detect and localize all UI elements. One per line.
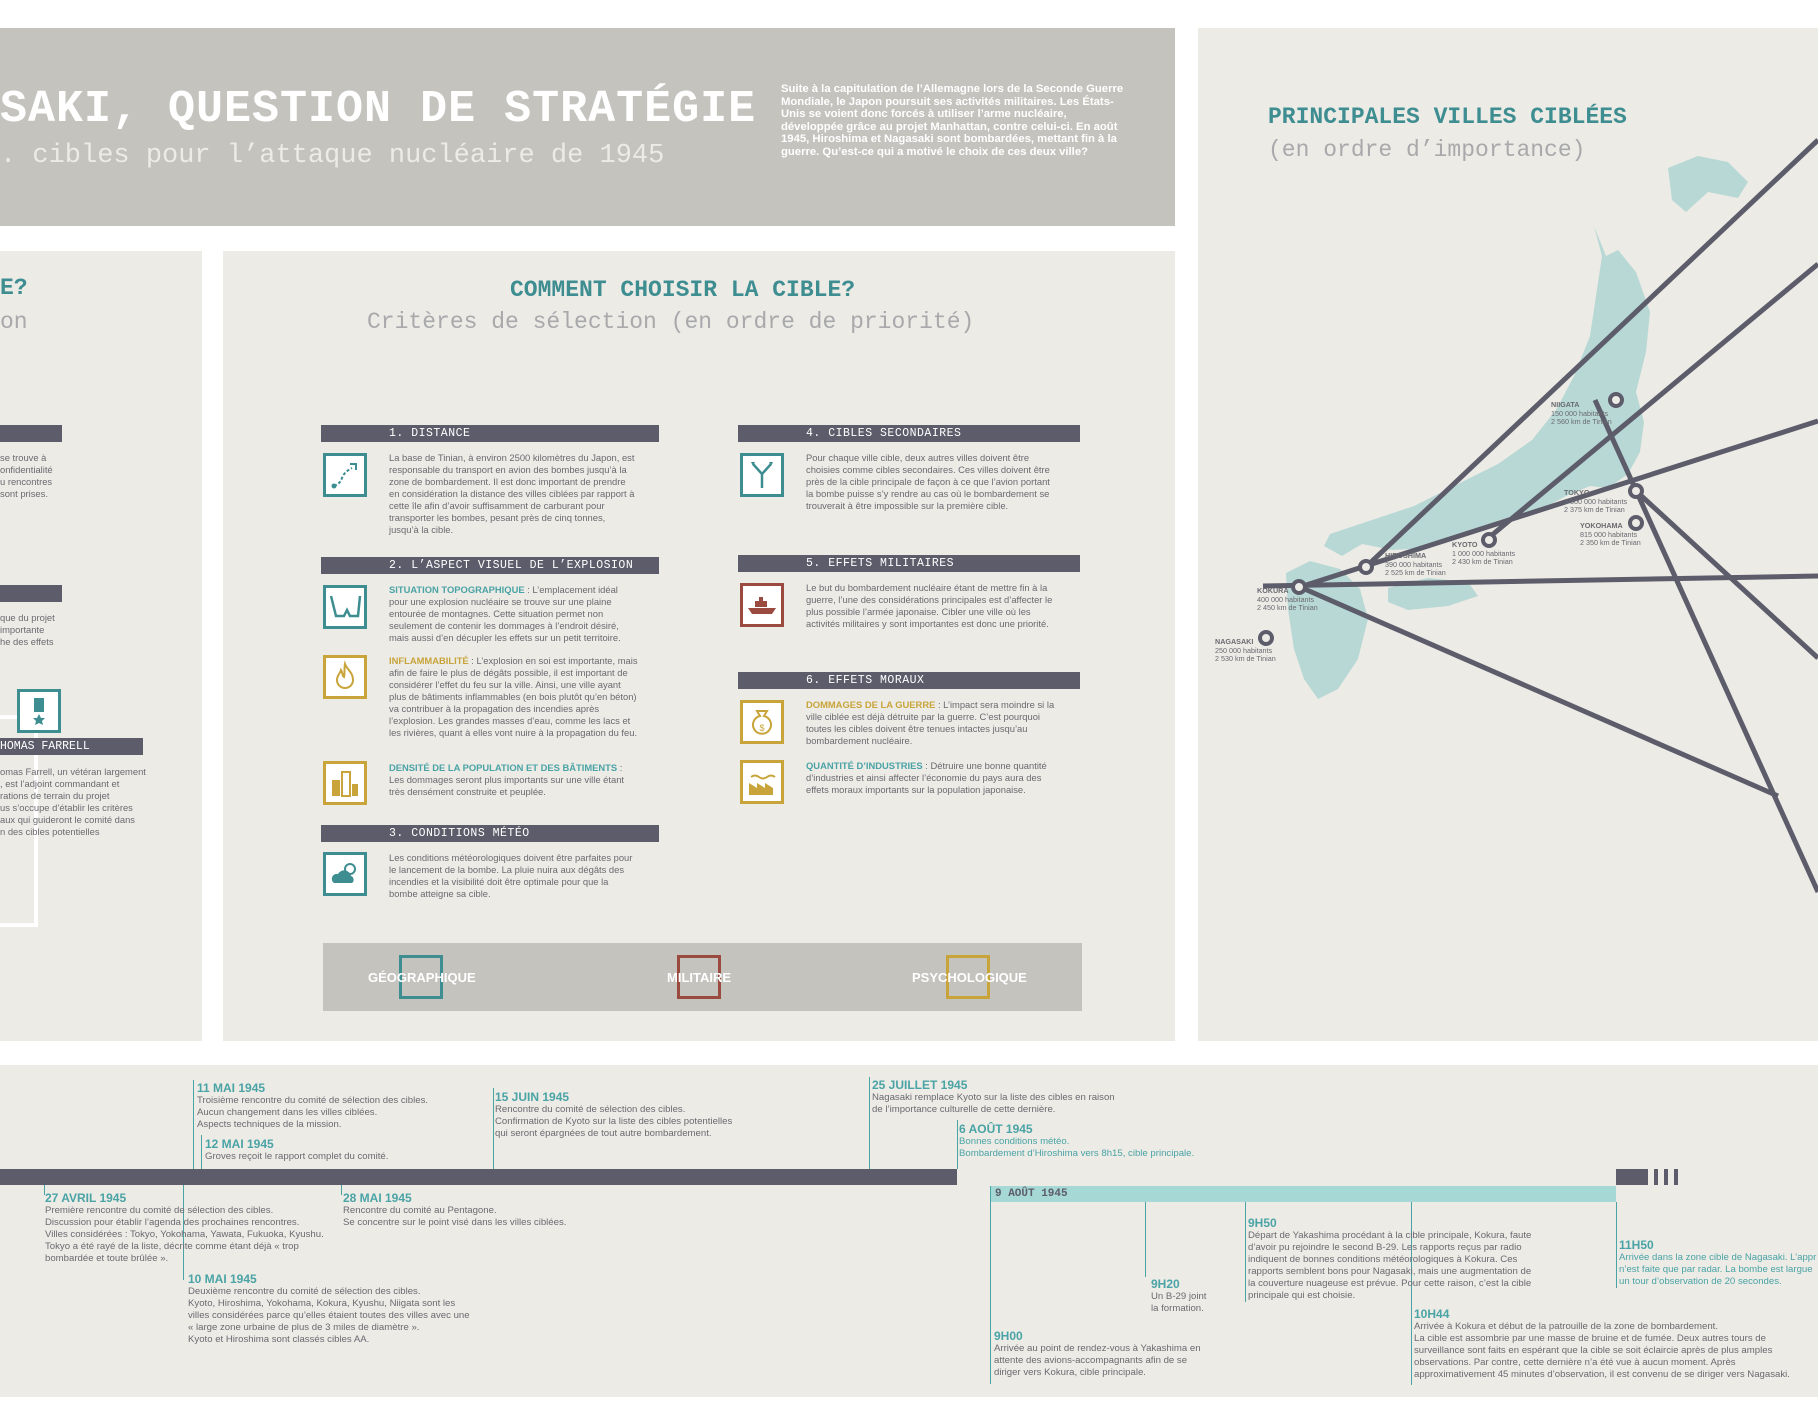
weather-icon [323, 852, 367, 896]
event-may28-text: Rencontre du comité au Pentagone. Se concentre sur le point visé dans les villes ciblées. [343, 1205, 567, 1228]
density-body: : Les dommages seront plus importants sur une ville étant très densément construite et peuplée. [389, 762, 625, 797]
criterion-military-header: 5. EFFETS MILITAIRES [738, 555, 1080, 572]
connector-may12 [201, 1135, 202, 1169]
event-may12-text: Groves reçoit le rapport complet du comité. [205, 1151, 389, 1162]
timeline-bar-aug9 [990, 1186, 1616, 1202]
left-section-bar-2 [0, 585, 62, 602]
criterion-weather-text: Les conditions météorologiques doivent être parfaites pour le lancement de la bombe. La pluie nuira aux dégâts des incendies et la visibilité doit être optimale pour que la bombe atteigne sa cible. [389, 852, 633, 899]
money-bag-icon [740, 700, 784, 744]
event-9h20-time: 9H20 [1151, 1277, 1180, 1291]
target-lines [1263, 140, 1818, 892]
svg-text:$: $ [759, 723, 765, 733]
marker-hiroshima [1360, 561, 1372, 573]
industries-text [806, 760, 1056, 796]
topography-heading: SITUATION TOPOGRAPHIQUE [389, 584, 525, 595]
criterion-visual-header: 2. L’ASPECT VISUEL DE L’EXPLOSION [321, 557, 659, 574]
connector-11h50 [1616, 1202, 1617, 1288]
left-panel-title: E? [0, 275, 28, 301]
connector-9h00 [990, 1186, 991, 1384]
density-heading: DENSITÉ DE LA POPULATION ET DES BÂTIMENTS [389, 762, 618, 773]
category-legend [323, 943, 1082, 1011]
marker-niigata [1610, 394, 1622, 406]
medal-icon [17, 689, 61, 733]
left-text-1: se trouve à onfidentialité u rencontres sont prises. [0, 452, 53, 499]
flammability-text [389, 655, 639, 739]
person-label: HOMAS FARRELL [0, 740, 90, 753]
map-subtitle: (en ordre d’importance) [1268, 137, 1586, 163]
event-9h00-text: Arrivée au point de rendez-vous à Yakashima en attente des avions-accompagnants afin de se diriger vers Kokura, cible principale. [994, 1343, 1201, 1378]
event-may11-text: Troisième rencontre du comité de sélection des cibles. Aucun changement dans les villes ciblées. Aspects techniques de la mission. [197, 1095, 429, 1130]
person-bar [0, 738, 143, 755]
criteria-panel [223, 251, 1175, 1041]
industries-heading: QUANTITÉ D’INDUSTRIES [806, 760, 923, 771]
event-9h00-time: 9H00 [994, 1329, 1023, 1343]
timeline-bar-spring [0, 1169, 957, 1185]
person-text: omas Farrell, un vétéran largement , est l’adjoint commandant et rations de terrain du projet us s’occupe d’établir les critères aux qui guideront le comité dans n des cibles potentielles [0, 766, 146, 837]
event-jun15-text: Rencontre du comité de sélection des cibles. Confirmation de Kyoto sur la liste des cibles potentielles qui seront épargnées de tout autre bombardement. [495, 1104, 733, 1139]
intro-paragraph: Suite à la capitulation de l’Allemagne lors de la Seconde Guerre Mondiale, le Japon poursuit ses activités militaires. Les États-Unis se voient donc forcés à utiliser l’arme nucléaire, développée grâce au projet Manhattan, contre celui-ci. En août 1945, Hiroshima et Nagasaki sont bombardées, mettant fin à la guerre. Qu’est-ce qui a motivé le choix de ces deux ville? [781, 83, 1124, 158]
legend-geographic-label: GÉOGRAPHIQUE [368, 970, 476, 985]
event-jul25-text: Nagasaki remplace Kyoto sur la liste des cibles en raison de l’importance culturelle de cette dernière. [872, 1092, 1115, 1115]
event-9h20-text: Un B-29 joint la formation. [1151, 1291, 1207, 1314]
criterion-weather-header: 3. CONDITIONS MÉTÉO [321, 825, 659, 842]
connector-jul25 [869, 1077, 870, 1169]
hokkaido-island [1668, 156, 1748, 212]
city-label-nagasaki: NAGASAKI 250 000 habitants 2 530 km de Tinian [1215, 637, 1276, 664]
fire-icon [323, 655, 367, 699]
event-aug6-date: 6 AOÛT 1945 [959, 1122, 1033, 1136]
criteria-title: COMMENT CHOISIR LA CIBLE? [510, 277, 856, 303]
criteria-subtitle: Critères de sélection (en ordre de priorité) [367, 309, 975, 335]
connector-aug6 [957, 1120, 958, 1169]
map-title: PRINCIPALES VILLES CIBLÉES [1268, 104, 1627, 130]
left-panel-subtitle: on [0, 309, 28, 335]
fork-arrows-icon [740, 453, 784, 497]
flammability-body: : L’explosion en soi est importante, mais afin de faire le plus de dégâts possible, il est important de considérer l’effet du feu sur la ville. Ainsi, une ville ayant plus de bâtiments inflammables (en bois plutôt qu’en béton) va contribuer à la propagation des incendies après l’explosion. Les grandes masses d’eau, comme les lacs et les rivières, quant à elles vont nuire à la propagation du feu. [389, 655, 638, 738]
event-aug6-text: Bonnes conditions météo. Bombardement d’Hiroshima vers 8h15, cible principale. [959, 1136, 1195, 1159]
city-label-yokohama: YOKOHAMA 815 000 habitants 2 350 km de Tinian [1580, 521, 1641, 548]
line-nagasaki-2 [1300, 587, 1778, 796]
buildings-icon [323, 761, 367, 805]
event-apr27-date: 27 AVRIL 1945 [45, 1191, 127, 1205]
event-10h44-time: 10H44 [1414, 1307, 1450, 1321]
criterion-distance-header: 1. DISTANCE [321, 425, 659, 442]
criterion-secondary-text: Pour chaque ville cible, deux autres villes doivent être choisies comme cibles secondaires. Ces villes doivent être près de la cible principale de façon à ce que l’avion portant la bombe puisse s’y rendre au cas où le bombardement se trouverait à être impossible sur la première cible. [806, 452, 1050, 511]
density-text [389, 762, 639, 798]
left-section-bar [0, 425, 62, 442]
event-may28-date: 28 MAI 1945 [343, 1191, 412, 1205]
legend-psychological-label: PSYCHOLOGIQUE [912, 970, 1027, 985]
war-damage-heading: DOMMAGES DE LA GUERRE [806, 699, 936, 710]
event-apr27-text: Première rencontre du comité de sélection des cibles. Discussion pour établir l’agenda des prochaines rencontres. Villes considérées : Tokyo, Yokohama, Yawata, Fukuoka, Kyushu. Tokyo a été rayé de la liste, décrite comme étant déjà « trop bombardée et toute brûlée ». [45, 1205, 324, 1264]
left-text-2: que du projet importante he des effets [0, 612, 55, 647]
flammability-heading: INFLAMMABILITÉ [389, 655, 469, 666]
city-label-kokura: KOKURA 400 000 habitants 2 450 km de Tinian [1257, 586, 1318, 613]
city-label-hiroshima: HIROSHIMA 390 000 habitants 2 525 km de Tinian [1385, 551, 1446, 578]
factory-icon [740, 760, 784, 804]
event-11h50-text: Arrivée dans la zone cible de Nagasaki. L’appr n’est faite que par radar. La bombe est largue un tour d’observation de 20 secondes. [1619, 1252, 1817, 1287]
page-subtitle: . cibles pour l’attaque nucléaire de 1945 [0, 141, 665, 171]
connector-jun15 [493, 1088, 494, 1169]
event-jul25-date: 25 JUILLET 1945 [872, 1078, 968, 1092]
event-may12-date: 12 MAI 1945 [205, 1137, 274, 1151]
japan-map [1198, 28, 1818, 1041]
criterion-distance-text: La base de Tinian, à environ 2500 kilomètres du Japon, est responsable du transport en avion des bombes jusqu’à la zone de bombardement. Il est donc important de prendre en considération la distance des villes ciblées par rapport à cette île afin d’avoir suffisamment de carburant pour transporter les bombes, pesant près de cinq tonnes, jusqu’à la cible. [389, 452, 635, 535]
war-damage-text [806, 699, 1056, 747]
page-title: SAKI, QUESTION DE STRATÉGIE [0, 84, 757, 135]
topography-text [389, 584, 639, 644]
event-9h50-time: 9H50 [1248, 1216, 1277, 1230]
topography-body: : L’emplacement idéal pour une explosion nucléaire se trouve sur une plaine entourée de montagnes. Cette situation permet non seulement de contenir les dommages à l’endroit désiré, mais aussi d’en décupler les effets sur un petit territoire. [389, 584, 621, 643]
connector-may11 [193, 1080, 194, 1169]
city-label-tokyo: TOKYO 3 500 000 habitants 2 375 km de Tinian [1564, 488, 1628, 515]
connector-9h20 [1145, 1202, 1146, 1277]
line-kyoto [1486, 264, 1818, 540]
event-11h50-time: 11H50 [1619, 1238, 1654, 1252]
valley-icon [323, 585, 367, 629]
event-may11-date: 11 MAI 1945 [197, 1081, 266, 1095]
warship-icon [740, 583, 784, 627]
criterion-secondary-header: 4. CIBLES SECONDAIRES [738, 425, 1080, 442]
criterion-moral-header: 6. EFFETS MORAUX [738, 672, 1080, 689]
event-may10-text: Deuxième rencontre du comité de sélection des cibles. Kyoto, Hiroshima, Yokohama, Kokura, Kyushu, Niigata sont les villes considérées parce qu’elles étaient toutes des villes avec une « large zone urbaine de plus de 3 miles de diamètre ». Kyoto et Hiroshima sont classés cibles AA. [188, 1286, 470, 1345]
connector-9h50 [1245, 1202, 1246, 1302]
event-may10-date: 10 MAI 1945 [188, 1272, 257, 1286]
timeline-bar-end [1616, 1169, 1648, 1185]
timeline-dash-1 [1654, 1169, 1658, 1185]
city-label-niigata: NIIGATA 150 000 habitants 2 560 km de Tinian [1551, 400, 1612, 427]
event-jun15-date: 15 JUIN 1945 [495, 1090, 570, 1104]
marker-tokyo [1630, 485, 1642, 497]
route-icon [323, 453, 367, 497]
legend-military-label: MILITAIRE [667, 970, 732, 985]
connector-may28 [341, 1185, 342, 1195]
industries-body: : Détruire une bonne quantité d’industries et ainsi affecter l’économie du pays aura des effets moraux importants sur la population japonaise. [806, 760, 1047, 795]
criterion-military-text: Le but du bombardement nucléaire étant de mettre fin à la guerre, l’une des considérations principales est d’affecter le plus possible l’armée japonaise. Cibler une ville où les activités militaires y sont importantes est donc une priorité. [806, 582, 1053, 629]
aug9-label: 9 AOÛT 1945 [995, 1188, 1068, 1200]
event-9h50-text: Départ de Yakashima procédant à la cible principale, Kokura, faute d’avoir pu rejoindre le second B-29. Les rapports reçus par radio indiquent de bonnes conditions météorologiques à Kokura. Ces rapports semblent bons pour Nagasaki, mais une augmentation de la couverture nuageuse est prévue. Pour cette raison, c’est la cible principale qui est choisie. [1248, 1230, 1532, 1301]
timeline-dash-2 [1664, 1169, 1668, 1185]
city-label-kyoto: KYOTO 1 000 000 habitants 2 430 km de Tinian [1452, 540, 1516, 567]
event-10h44-text: Arrivée à Kokura et début de la patrouille de la zone de bombardement. La cible est assombrie par une masse de bruine et de fumée. Deux autres tours de surveillance sont faits en espérant que la cible se soit éclaircie après de plus amples observations. Par contre, cette dernière n’a été vue à aucun moment. Après approximativement 45 minutes d’observation, il est convenu de se diriger vers Nagasaki. [1414, 1321, 1790, 1380]
timeline-dash-3 [1674, 1169, 1678, 1185]
line-niigata [1595, 400, 1818, 892]
war-damage-body: : L’impact sera moindre si la ville ciblée est déjà détruite par la guerre. C’est pourquoi toutes les cibles doivent être tenues intactes jusqu’au bombardement nucléaire. [806, 699, 1055, 746]
